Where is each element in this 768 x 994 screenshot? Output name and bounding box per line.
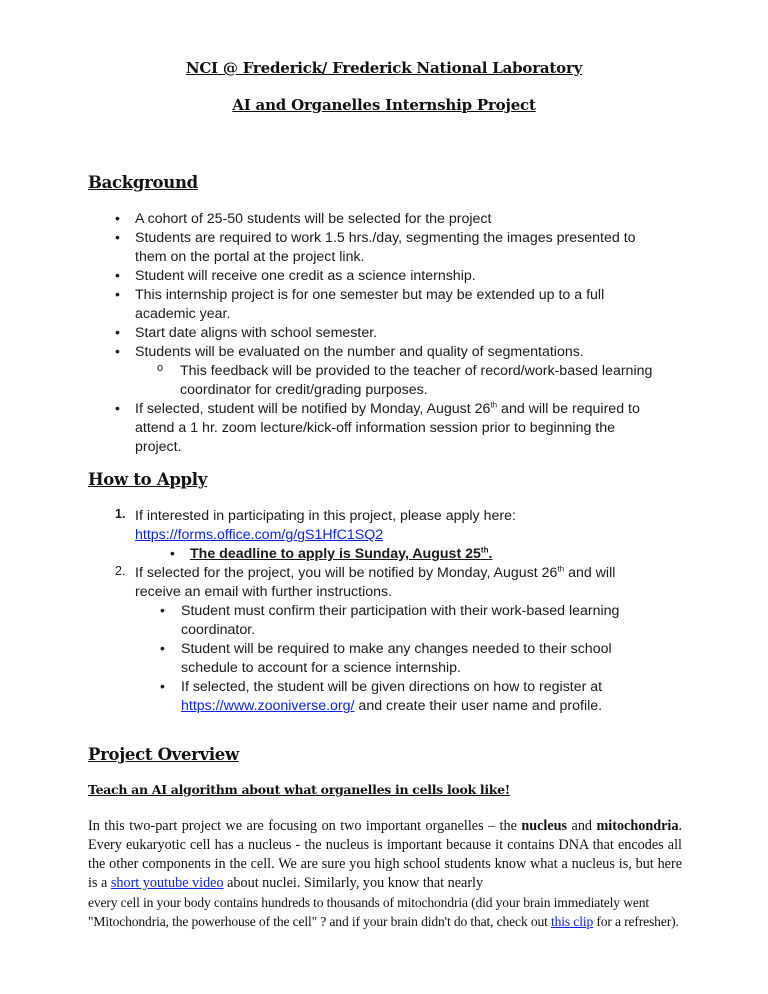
list-item-line: Students are required to work 1.5 hrs./day, segmenting the images presented to <box>135 230 636 246</box>
list-item-line: them on the portal at the project link. <box>135 249 365 265</box>
project-overview-heading: Project Overview <box>88 745 239 764</box>
deadline-notice <box>190 545 492 564</box>
bullet-icon: • <box>115 267 120 283</box>
list-item <box>135 400 640 457</box>
text: and create their user name and profile. <box>354 698 603 714</box>
text: The deadline to apply is Sunday, August 25 <box>190 546 481 562</box>
text: In this two-part project we are focusing on two important organelles – the <box>88 818 522 834</box>
text: If selected for the project, you will be notified by Monday, August 26 <box>135 565 558 581</box>
apply-step <box>135 507 516 545</box>
text: . <box>488 546 493 562</box>
list-item <box>135 286 604 324</box>
text: for a refresher). <box>593 914 679 929</box>
step-number: 2. <box>115 564 126 578</box>
text: and will <box>564 565 616 581</box>
step-text <box>135 564 615 583</box>
list-item-line: coordinator. <box>181 622 256 638</box>
bullet-icon: • <box>115 324 120 340</box>
text: and will be required to <box>497 401 640 417</box>
overview-paragraph-nucleus <box>88 817 682 893</box>
sub-list-item <box>181 602 619 640</box>
list-item-line <box>135 400 640 419</box>
list-item-line: This feedback will be provided to the teacher of record/work-based learning <box>180 363 653 379</box>
bullet-icon: • <box>160 678 165 694</box>
application-form-link[interactable]: https://forms.office.com/g/gS1HfC1SQ2 <box>135 527 384 543</box>
bullet-icon: • <box>115 210 120 226</box>
superscript: th <box>490 400 498 410</box>
text: If selected, student will be notified by Monday, August 26 <box>135 401 491 417</box>
text: every cell in your body contains hundreds to thousands of mitochondria (did your brain immediately went "Mitochondria, the powerhouse of the cell" ? and if your brain didn't do that, check out <box>88 895 650 929</box>
bullet-icon: • <box>160 640 165 656</box>
list-item: Students will be evaluated on the number and quality of segmentations. <box>135 344 584 360</box>
list-item-line: If selected, the student will be given directions on how to register at <box>181 679 603 695</box>
step-text: If interested in participating in this project, please apply here: <box>135 508 516 524</box>
list-item-line: attend a 1 hr. zoom lecture/kick-off information session prior to beginning the <box>135 420 616 436</box>
overview-paragraph-mitochondria <box>88 893 682 931</box>
superscript: th <box>480 545 489 555</box>
list-item-line: Student must confirm their participation with their work-based learning <box>181 603 620 619</box>
bullet-icon: • <box>170 545 175 561</box>
superscript: th <box>557 564 565 574</box>
zooniverse-link[interactable]: https://www.zooniverse.org/ <box>181 698 355 714</box>
bullet-icon: • <box>115 286 120 302</box>
project-overview-subheading: Teach an AI algorithm about what organelles in cells look like! <box>88 782 510 797</box>
text: about nuclei. Similarly, you know that nearly <box>223 875 484 891</box>
bullet-icon: • <box>160 602 165 618</box>
list-item: Start date aligns with school semester. <box>135 325 378 341</box>
step-number: 1. <box>115 507 126 521</box>
list-item-line <box>181 697 602 716</box>
list-item-line: academic year. <box>135 306 231 322</box>
background-heading: Background <box>88 173 198 192</box>
nucleus-term: nucleus <box>521 818 568 834</box>
this-clip-link[interactable]: this clip <box>551 914 594 929</box>
list-item: Student will receive one credit as a science internship. <box>135 268 476 284</box>
text: and <box>567 818 597 834</box>
mitochondria-term: mitochondria <box>596 818 679 834</box>
list-item-line: schedule to account for a science internship. <box>181 660 461 676</box>
sub-bullet-circle-icon: o <box>157 362 164 374</box>
list-item-line: This internship project is for one semester but may be extended up to a full <box>135 287 605 303</box>
bullet-icon: • <box>115 343 120 359</box>
bullet-icon: • <box>115 400 120 416</box>
list-item-line: Student will be required to make any changes needed to their school <box>181 641 612 657</box>
step-text: receive an email with further instructions. <box>135 584 393 600</box>
bullet-icon: • <box>115 229 120 245</box>
list-item-line: project. <box>135 439 182 455</box>
apply-step <box>135 564 615 602</box>
sub-list-item <box>181 640 612 678</box>
list-item-line: coordinator for credit/grading purposes. <box>180 382 428 398</box>
document-subtitle: AI and Organelles Internship Project <box>232 96 536 114</box>
list-item <box>135 229 636 267</box>
sub-list-item <box>180 362 652 400</box>
text: . Every eukaryotic cell has a nucleus - the nucleus is important because it contains DNA that encodes all the other components in the cell. We are sure you high school students know what a nucleus is, but here is a <box>88 818 682 891</box>
sub-list-item <box>181 678 602 716</box>
youtube-video-link[interactable]: short youtube video <box>110 875 224 891</box>
how-to-apply-heading: How to Apply <box>88 470 208 489</box>
list-item: A cohort of 25-50 students will be selected for the project <box>135 211 492 227</box>
document-title: NCI @ Frederick/ Frederick National Laboratory <box>185 59 583 77</box>
